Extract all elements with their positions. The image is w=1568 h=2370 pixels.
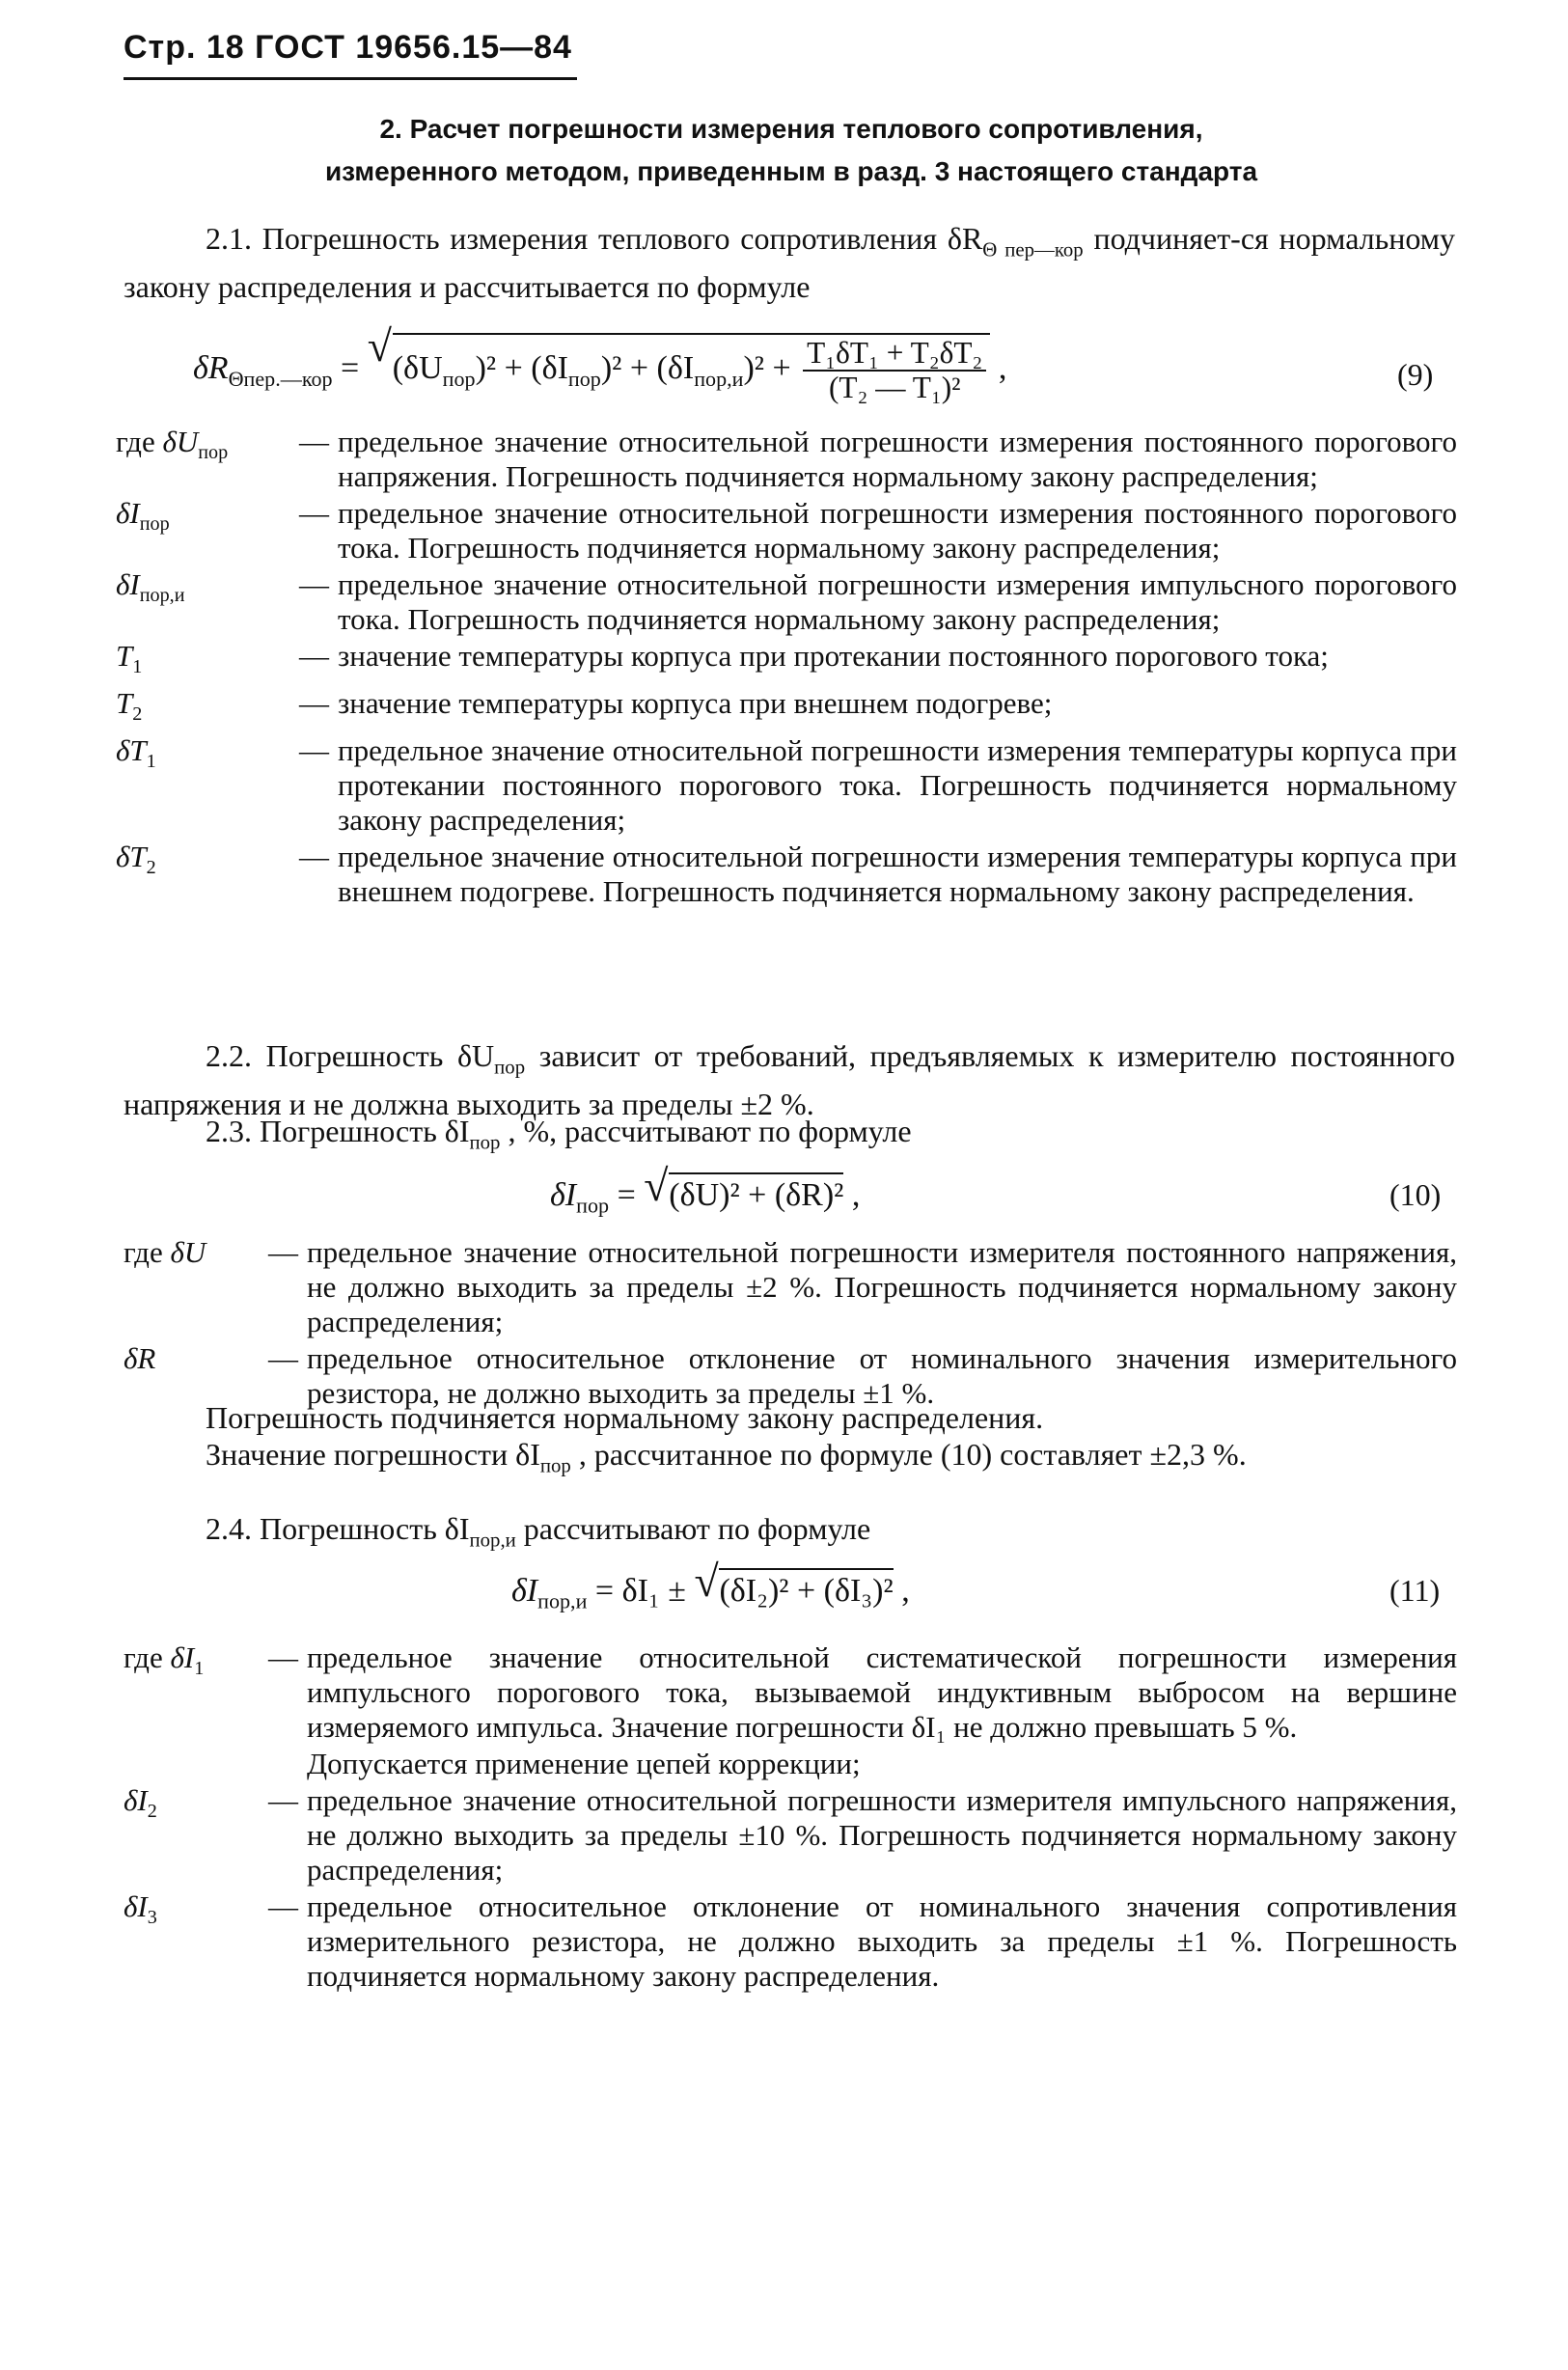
definition-dash: —	[299, 686, 329, 721]
definition-symbol	[124, 1747, 268, 1781]
paragraph-2-1: 2.1. Погрешность измерения теплового сопротивления $\delta R_{\Theta пер—кор}$ подчиняет-ся нормальному закону распределения и рассчитывается по формуле	[124, 221, 1456, 305]
definition-symbol: $\delta I_2$	[124, 1783, 157, 1823]
definition-item	[116, 686, 1457, 731]
definition-item	[124, 1640, 1457, 1745]
definition-symbol: $\delta I_{пор}$	[116, 496, 170, 536]
paragraph-note-2: Значение погрешности $\delta I_{пор}$ , рассчитанное по формуле (10) составляет ±2,3 %.	[206, 1437, 1247, 1477]
definition-symbol: $\delta T_1$	[116, 733, 156, 773]
definition-item	[116, 567, 1457, 637]
paragraph-2-2: 2.2. Погрешность $\delta U_{пор}$ зависит от требований, предъявляемых к измерителю постоянного напряжения и не должна выходить за пределы ±2 %.	[124, 1038, 1456, 1122]
definition-text: предельное значение относительной погрешности измерения температуры корпуса при протекании постоянного порогового тока. Погрешность подчиняется нормальному закону распределения;	[338, 733, 1457, 838]
definition-dash	[268, 1747, 307, 1781]
definition-dash: —	[299, 639, 329, 673]
definition-text: предельное значение относительной погрешности измерения постоянного порогового тока. Погрешность подчиняется нормальному закону распределения;	[338, 496, 1457, 565]
paragraph-2-4: 2.4. Погрешность $\delta I_{пор,и}$ рассчитывают по формуле	[206, 1511, 871, 1552]
definition-text: предельное значение относительной систематической погрешности измерения импульсного порогового тока, вызываемой индуктивным выбросом на вершине измеряемого импульса. Значение погрешности δI₁ не должно превышать 5 %.	[307, 1640, 1457, 1744]
definition-text: значение температуры корпуса при внешнем подогреве;	[338, 686, 1053, 721]
definition-text: предельное значение относительной погрешности измерителя импульсного напряжения, не должно выходить за пределы ±10 %. Погрешность подчиняется нормальному закону распределения;	[307, 1783, 1457, 1887]
definitions-formula-9	[116, 425, 1457, 911]
definition-symbol: $\delta T_2$	[116, 840, 156, 879]
section-title-line2: измеренного методом, приведенным в разд. 3 настоящего стандарта	[324, 156, 1258, 186]
definition-item	[116, 425, 1457, 494]
definition-item	[116, 840, 1457, 909]
definition-text: значение температуры корпуса при протекании постоянного порогового тока;	[338, 639, 1329, 673]
header-rule	[124, 77, 577, 80]
definition-item	[124, 1235, 1457, 1339]
paragraph-2-3: 2.3. Погрешность $\delta I_{пор}$ , %, рассчитывают по формуле	[206, 1114, 912, 1154]
definition-dash: —	[299, 733, 329, 768]
formula-number-11: (11)	[1389, 1573, 1441, 1608]
definition-text: предельное значение относительной погрешности измерения импульсного порогового тока. Погрешность подчиняется нормальному закону распределения;	[338, 567, 1457, 636]
definitions-formula-10	[124, 1235, 1457, 1413]
formula-number-10: (10)	[1389, 1177, 1442, 1212]
section-title-line1: 2. Расчет погрешности измерения теплового сопротивления,	[379, 114, 1203, 144]
definition-item	[124, 1889, 1457, 1994]
definition-text: предельное относительное отклонение от номинального значения измерительного резистора, не должно выходить за пределы ±1 %.	[307, 1341, 1457, 1410]
definition-dash: —	[268, 1783, 298, 1817]
definition-item	[116, 496, 1457, 565]
definition-symbol: δR	[124, 1341, 156, 1375]
definition-text: предельное значение относительной погрешности измерителя постоянного напряжения, не должно выходить за пределы ±2 %. Погрешность подчиняется нормальному закону распределения;	[307, 1235, 1457, 1338]
definition-dash: —	[268, 1640, 298, 1674]
definitions-formula-11	[124, 1640, 1457, 1996]
definition-item	[124, 1783, 1457, 1888]
definition-text: предельное значение относительной погрешности измерения постоянного порогового напряжения. Погрешность подчиняется нормальному закону распределения;	[338, 425, 1457, 493]
definition-text: Допускается применение цепей коррекции;	[307, 1747, 861, 1780]
paragraph-note-1: Погрешность подчиняется нормальному закону распределения.	[206, 1400, 1044, 1435]
definition-text: предельное относительное отклонение от номинального значения сопротивления измерительного резистора, не должно выходить за пределы ±1 %. Погрешность подчиняется нормальному закону распределения.	[307, 1889, 1457, 1993]
definition-dash: —	[268, 1235, 298, 1269]
definition-item	[124, 1747, 1457, 1781]
definition-symbol: где δU	[124, 1235, 206, 1269]
formula-9: $\delta R_{\Theta пер.—кор}$ = √ $(\delta U_{пор})^2 + (\delta I_{пор})^2 + (\delta I_{пор,и})^2$ + $\frac{\text{T₁δT₁ + T₂δT₂}}{\text{(T₂ — T₁)²}}$ ,	[193, 333, 1006, 405]
definition-symbol: $T_2$	[116, 686, 143, 726]
formula-number-9: (9)	[1397, 357, 1434, 392]
sqrt-symbol: √ $(\delta U_{пор})^2 + (\delta I_{пор})^2 + (\delta I_{пор,и})^2$ + $\frac{\text{T₁δT₁ + T₂δT₂}}{\text{(T₂ — T₁)²}}$	[368, 333, 991, 405]
definition-symbol: $T_1$	[116, 639, 143, 678]
definition-dash: —	[268, 1341, 298, 1375]
definition-symbol: где $\delta U_{пор}$	[116, 425, 229, 464]
page-header: Стр. 18 ГОСТ 19656.15—84	[124, 29, 572, 66]
sqrt-symbol: √ (δU)² + (δR)²	[644, 1172, 843, 1215]
fraction: $\frac{\text{T₁δT₁ + T₂δT₂}}{\text{(T₂ — T₁)²}}$	[803, 337, 986, 405]
definition-text: предельное значение относительной погрешности измерения температуры корпуса при внешнем подогреве. Погрешность подчиняется нормальному закону распределения.	[338, 840, 1457, 909]
formula-10: $\delta I_{пор}$ = √ (δU)² + (δR)² ,	[550, 1172, 860, 1226]
definition-symbol: $\delta I_{пор,и}$	[116, 567, 185, 607]
definition-symbol: где $\delta I_1$	[124, 1640, 205, 1680]
section-title	[116, 108, 1467, 193]
definition-dash: —	[299, 840, 329, 874]
definition-item	[116, 733, 1457, 838]
definition-dash: —	[299, 496, 329, 530]
definition-dash: —	[299, 425, 329, 458]
definition-dash: —	[268, 1889, 298, 1923]
definition-symbol: $\delta I_3$	[124, 1889, 157, 1929]
definition-item	[116, 639, 1457, 684]
definition-dash: —	[299, 567, 329, 601]
formula-11: $\delta I_{пор,и} = \delta I_1$ ± √ (δI₂)² + (δI₃)² ,	[511, 1568, 910, 1621]
sqrt-symbol: √ (δI₂)² + (δI₃)²	[694, 1568, 893, 1611]
